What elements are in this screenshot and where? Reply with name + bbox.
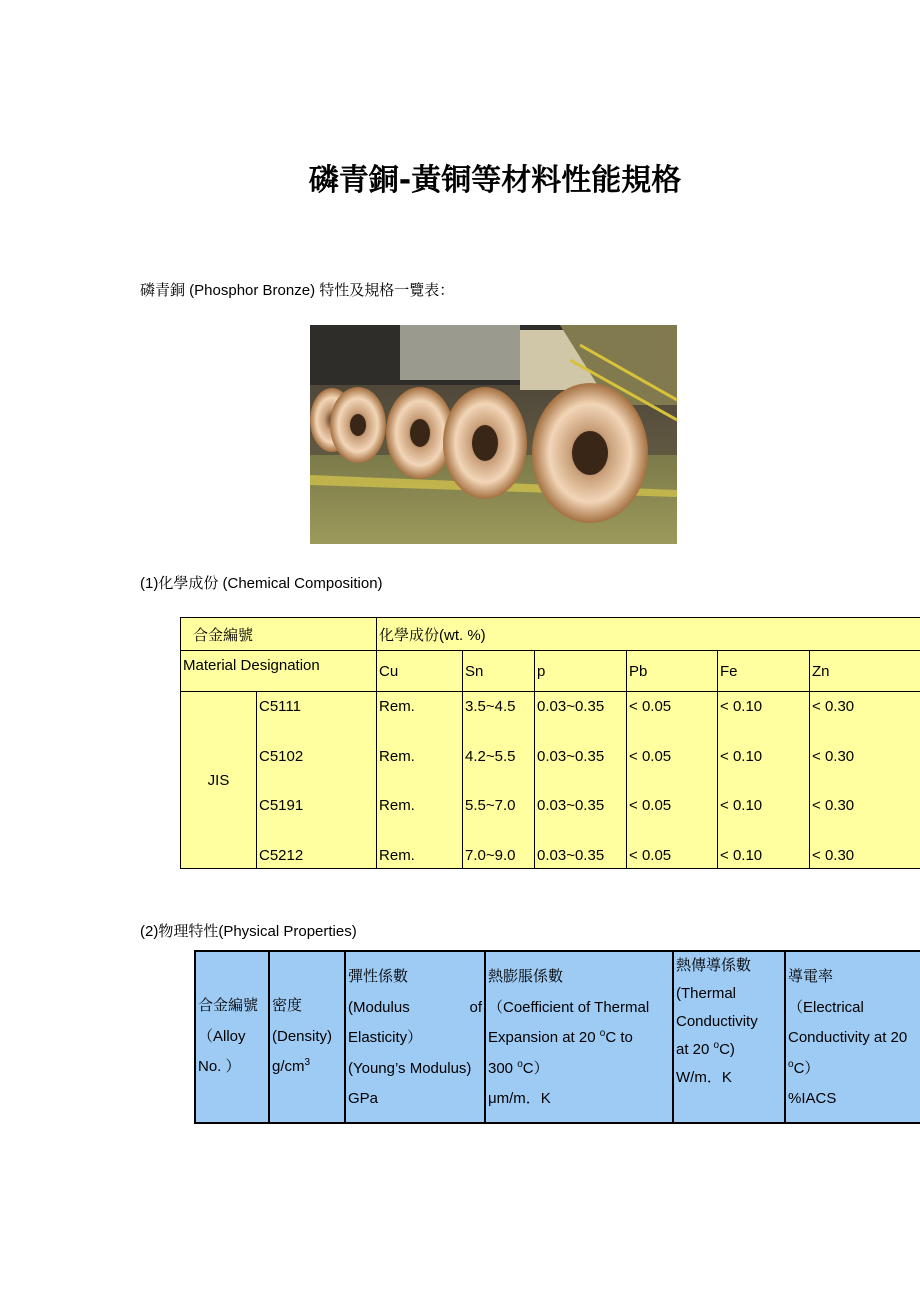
alloy-header: 合金編號 xyxy=(181,618,377,651)
pb-value: < 0.05 xyxy=(629,698,672,715)
alloy-code: C5191 xyxy=(259,797,304,814)
modulus-label-line: (Modulus of xyxy=(348,998,482,1016)
cu-value: Rem. xyxy=(379,747,415,765)
expansion-header xyxy=(485,951,673,1123)
alloy-code: C5102 xyxy=(259,747,304,765)
fe-column xyxy=(718,692,810,869)
density-header xyxy=(269,951,345,1123)
intro-text: 磷青銅 (Phosphor Bronze) 特性及規格一覽表： xyxy=(140,282,455,299)
column-header: Sn xyxy=(463,651,535,692)
p-value: 0.03~0.35 xyxy=(537,747,605,765)
youngs-modulus-label: (Young’s Modulus) xyxy=(348,1059,472,1077)
p-value: 0.03~0.35 xyxy=(537,797,605,814)
alloy-label-no: No. ） xyxy=(198,1058,241,1076)
cu-value: Rem. xyxy=(379,846,415,864)
pb-value: < 0.05 xyxy=(629,747,672,765)
electrical-unit: %IACS xyxy=(788,1090,837,1107)
modulus-label-zh: 彈性係數 xyxy=(348,968,409,985)
density-label-zh: 密度 xyxy=(272,997,303,1015)
conductivity-label-zh: 熱傳導係數 xyxy=(676,957,752,974)
composition-header: 化學成份(wt. %) xyxy=(377,618,920,651)
sn-value: 4.2~5.5 xyxy=(465,747,516,765)
column-header: Fe xyxy=(718,651,810,692)
zn-value: < 0.30 xyxy=(812,747,855,765)
zn-value: < 0.30 xyxy=(812,698,855,715)
p-column xyxy=(535,692,627,869)
fe-value: < 0.10 xyxy=(720,846,763,864)
cu-column xyxy=(377,692,463,869)
section-physical-title: (2)物理特性(Physical Properties) xyxy=(140,923,357,940)
zn-value: < 0.30 xyxy=(812,797,855,814)
modulus-header xyxy=(345,951,485,1123)
expansion-label-en: （Coefficient of Thermal xyxy=(488,998,650,1016)
physical-properties-table xyxy=(194,950,920,1124)
zn-value: < 0.30 xyxy=(812,846,855,864)
expansion-unit: μm/m．K xyxy=(488,1090,551,1107)
expansion-label-temp2: 300 $^o$C） xyxy=(488,1058,549,1077)
column-header: p xyxy=(535,651,627,692)
alloy-code: C5111 xyxy=(259,698,301,715)
zn-column xyxy=(810,692,920,869)
pb-value: < 0.05 xyxy=(629,797,672,814)
electrical-label-temp: Conductivity at 20 xyxy=(788,1029,908,1046)
column-header: Zn xyxy=(810,651,920,692)
expansion-label-zh: 熱膨脹係數 xyxy=(488,968,564,985)
table-header-row xyxy=(195,951,920,1123)
column-header: Cu xyxy=(377,651,463,692)
modulus-label-en: Elasticity） xyxy=(348,1029,423,1046)
conductivity-unit: W/m．K xyxy=(676,1069,732,1086)
fe-value: < 0.10 xyxy=(720,698,763,715)
code-column xyxy=(257,692,377,869)
sn-value: 7.0~9.0 xyxy=(465,846,516,864)
sn-value: 5.5~7.0 xyxy=(465,797,516,814)
electrical-label-en: （Electrical xyxy=(788,998,864,1016)
table-header-row xyxy=(181,651,920,692)
group-cell: JIS xyxy=(181,692,257,869)
alloy-label-zh: 合金編號 xyxy=(198,997,259,1015)
section-chemical-title: (1)化學成份 (Chemical Composition) xyxy=(140,575,383,592)
electrical-label-zh: 導電率 xyxy=(788,968,834,985)
p-value: 0.03~0.35 xyxy=(537,698,605,715)
table-header-row xyxy=(181,618,920,651)
fe-value: < 0.10 xyxy=(720,797,763,814)
cu-value: Rem. xyxy=(379,797,415,814)
column-header: Pb xyxy=(627,651,718,692)
pb-value: < 0.05 xyxy=(629,846,672,864)
conductivity-label-en2: Conductivity xyxy=(676,1013,758,1030)
p-value: 0.03~0.35 xyxy=(537,846,605,864)
expansion-label-temp: Expansion at 20 $^o$C to xyxy=(488,1028,633,1046)
table-row xyxy=(181,692,920,869)
fe-value: < 0.10 xyxy=(720,747,763,765)
sn-value: 3.5~4.5 xyxy=(465,698,516,715)
conductivity-header xyxy=(673,951,785,1123)
density-unit: $g/cm^3$ xyxy=(272,1057,311,1076)
density-label-en: (Density) xyxy=(272,1027,333,1045)
pb-column xyxy=(627,692,718,869)
electrical-label-temp2: $^o$C） xyxy=(788,1058,820,1077)
alloy-code: C5212 xyxy=(259,846,304,864)
conductivity-label-en: (Thermal xyxy=(676,985,737,1002)
modulus-unit: GPa xyxy=(348,1090,379,1107)
conductivity-label-temp: at 20 $^o$C) xyxy=(676,1040,735,1058)
page-title: 磷青銅-黃铜等材料性能規格 xyxy=(308,163,682,198)
alloy-header xyxy=(195,951,269,1123)
electrical-header xyxy=(785,951,920,1123)
copper-coils-illustration xyxy=(310,325,677,544)
alloy-label-en: （Alloy xyxy=(198,1027,246,1045)
cu-value: Rem. xyxy=(379,698,415,715)
sn-column xyxy=(463,692,535,869)
chemical-composition-table xyxy=(180,617,920,869)
copper-coils-photo xyxy=(310,325,677,544)
designation-header: Material Designation xyxy=(181,651,377,692)
